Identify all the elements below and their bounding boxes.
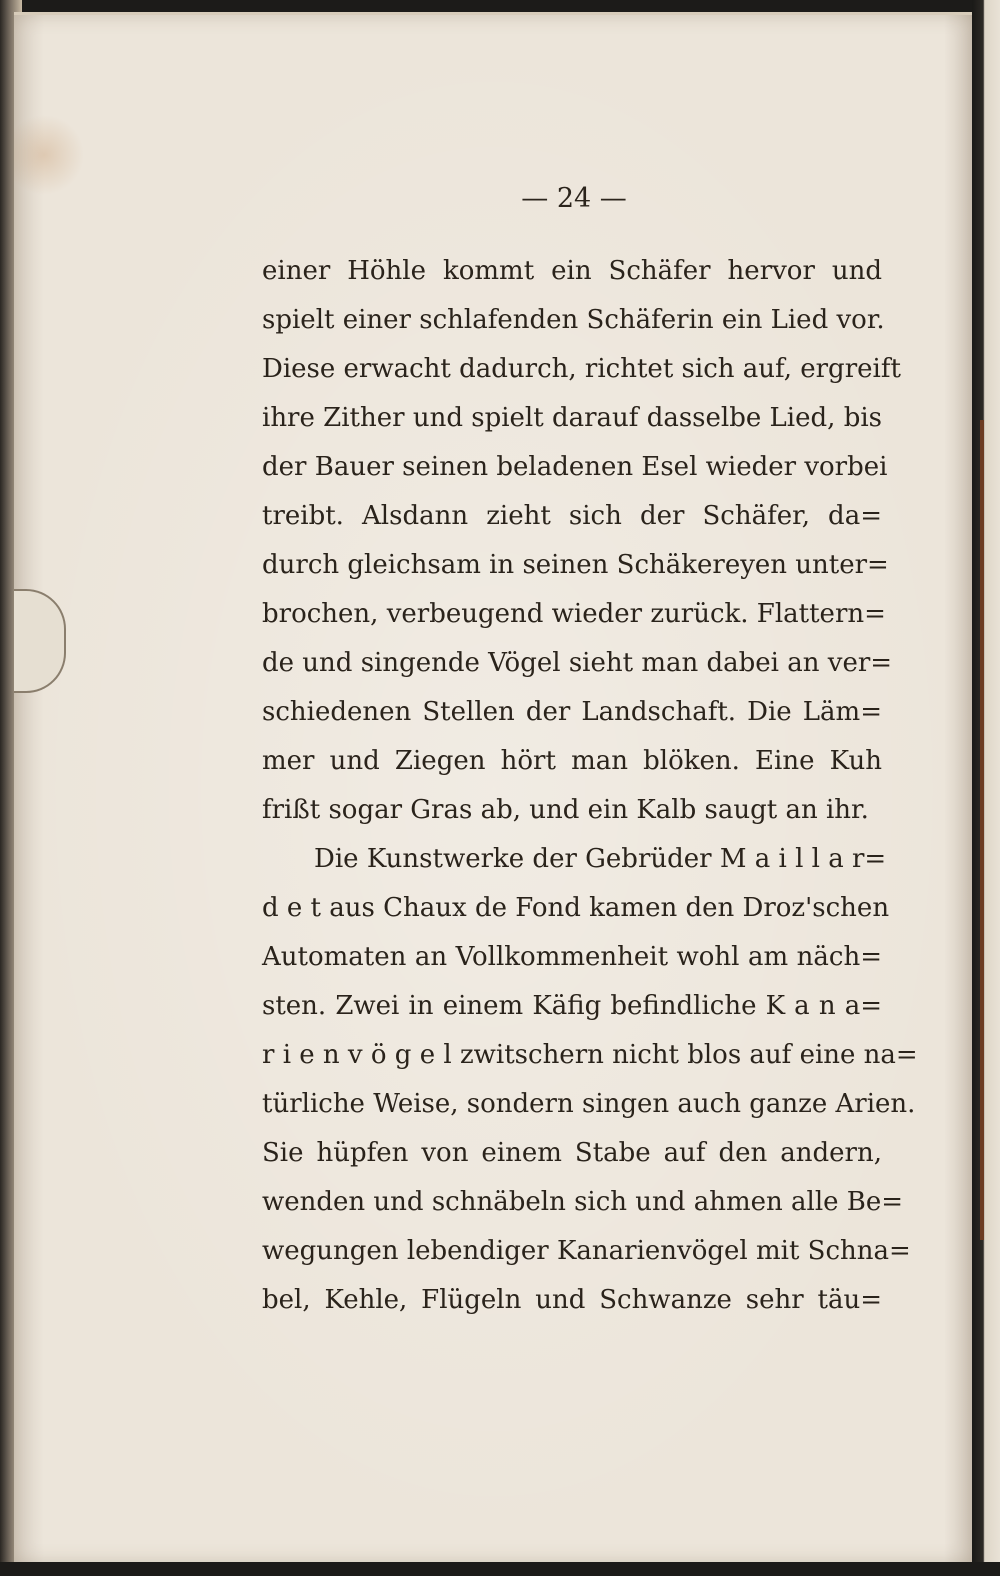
text-line: wenden und schnäbeln sich und ahmen alle Be= [262, 1187, 904, 1217]
text-line: treibt. Alsdann zieht sich der Schäfer, da= [262, 501, 882, 531]
text-line: einer Höhle kommt ein Schäfer hervor und [262, 256, 882, 286]
text-line: de und singende Vögel sieht man dabei an ver= [262, 648, 893, 678]
page-number: — 24 — [521, 183, 627, 214]
body-text [262, 247, 918, 1325]
text-line: d e t aus Chaux de Fond kamen den Droz'schen [262, 893, 890, 923]
text-line: mer und Ziegen hört man blöken. Eine Kuh [262, 746, 882, 776]
text-line: brochen, verbeugend wieder zurück. Flattern= [262, 599, 886, 629]
paper-page [14, 12, 974, 1563]
scan-bottom-border [0, 1562, 1000, 1576]
page-tab-notch [14, 589, 66, 693]
text-line: bel, Kehle, Flügeln und Schwanze sehr täu= [262, 1285, 882, 1315]
text-line: durch gleichsam in seinen Schäkereyen unter= [262, 550, 889, 580]
text-line: schiedenen Stellen der Landschaft. Die Läm= [262, 697, 882, 727]
text-line: r i e n v ö g e l zwitschern nicht blos auf eine na= [262, 1040, 918, 1070]
text-line: Sie hüpfen von einem Stabe auf den andern, [262, 1138, 882, 1168]
text-line: Die Kunstwerke der Gebrüder M a i l l a r= [314, 844, 887, 874]
text-line: wegungen lebendiger Kanarienvögel mit Schna= [262, 1236, 911, 1266]
text-line: spielt einer schlafenden Schäferin ein Lied vor. [262, 305, 885, 335]
text-line: Diese erwacht dadurch, richtet sich auf, ergreift [262, 354, 901, 384]
adjacent-page-edge [972, 0, 1000, 1576]
text-line: türliche Weise, sondern singen auch ganze Arien. [262, 1089, 916, 1119]
text-line: ihre Zither und spielt darauf dasselbe Lied, bis [262, 403, 882, 433]
text-line: frißt sogar Gras ab, und ein Kalb saugt an ihr. [262, 795, 869, 825]
text-line: Automaten an Vollkommenheit wohl am näch= [262, 942, 882, 972]
text-line: sten. Zwei in einem Käfig befindliche K a n a= [262, 991, 882, 1021]
text-line: der Bauer seinen beladenen Esel wieder vorbei [262, 452, 888, 482]
